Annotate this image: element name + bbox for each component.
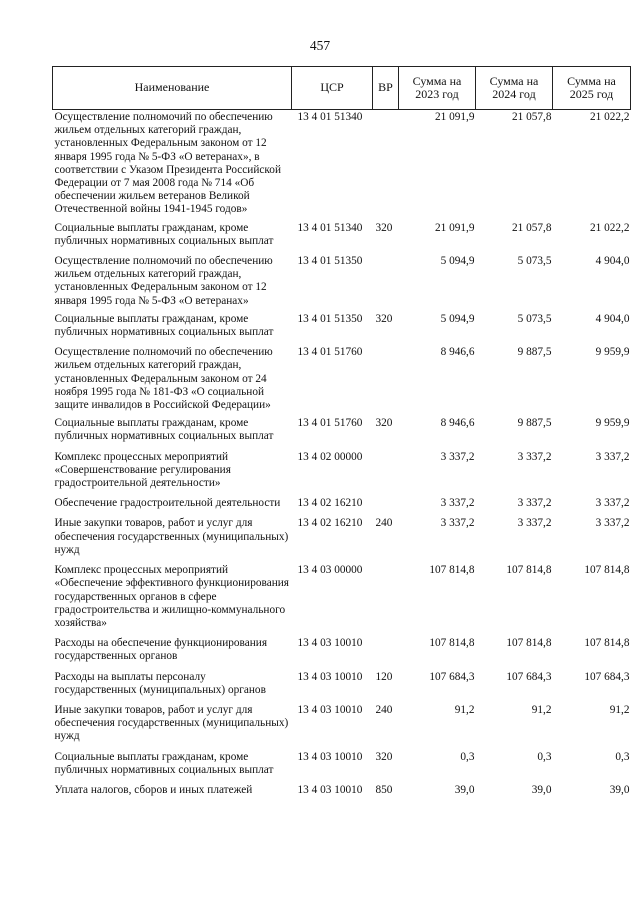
row-vr: 240 xyxy=(375,703,393,716)
row-vr: 320 xyxy=(375,750,393,763)
row-sum-2023: 0,3 xyxy=(460,750,475,763)
row-vr: 850 xyxy=(375,783,393,796)
row-sum-2024: 107 684,3 xyxy=(506,670,552,683)
row-sum-2023: 3 337,2 xyxy=(440,450,475,463)
row-sum-2024: 21 057,8 xyxy=(511,221,552,234)
header-name: Наименование xyxy=(53,67,292,110)
table-row xyxy=(53,221,631,254)
row-csr: 13 4 03 00000 xyxy=(297,564,363,577)
row-csr: 13 4 02 16210 xyxy=(297,517,363,530)
table-row xyxy=(53,496,631,516)
row-csr: 13 4 01 51340 xyxy=(297,111,363,123)
table-row xyxy=(53,783,631,803)
row-sum-2025: 21 022,2 xyxy=(589,221,630,234)
table-row xyxy=(53,703,631,750)
table-row xyxy=(53,670,631,703)
row-sum-2025: 91,2 xyxy=(609,703,630,716)
row-sum-2025: 21 022,2 xyxy=(589,111,630,123)
table-row xyxy=(53,563,631,636)
row-sum-2023: 8 946,6 xyxy=(440,417,475,430)
row-name: Осуществление полномочий по обеспечению жильем отдельных категорий граждан, установленных Федеральным законом от 12 января 1995 года № 5-ФЗ «О ветеранах», в соответствии с Указом Президента Российской Федерации от 7 мая 2008 года № 714 «Об обеспечении жильем ветеранов Великой Отечественной войны 1941-1945 годов» xyxy=(54,111,281,216)
row-sum-2023: 5 094,9 xyxy=(440,312,475,325)
row-sum-2023: 107 814,8 xyxy=(429,564,475,577)
row-sum-2025: 4 904,0 xyxy=(595,255,630,268)
row-csr: 13 4 03 10010 xyxy=(297,637,363,650)
row-sum-2024: 3 337,2 xyxy=(517,517,552,530)
row-name: Комплекс процессных мероприятий «Совершенствование регулирования градостроительной деятельности» xyxy=(54,450,231,490)
table-row xyxy=(53,416,631,449)
row-sum-2024: 5 073,5 xyxy=(517,255,552,268)
row-vr: 240 xyxy=(375,517,393,530)
row-sum-2023: 3 337,2 xyxy=(440,497,475,510)
row-csr: 13 4 03 10010 xyxy=(297,670,363,683)
row-csr: 13 4 03 10010 xyxy=(297,703,363,716)
table-row xyxy=(53,345,631,416)
row-sum-2024: 107 814,8 xyxy=(506,564,552,577)
row-name: Осуществление полномочий по обеспечению жильем отдельных категорий граждан, установленных Федеральным законом от 12 января 1995 года № 5-ФЗ «О ветеранах» xyxy=(54,255,273,307)
row-sum-2023: 21 091,9 xyxy=(434,221,475,234)
budget-table xyxy=(52,66,631,803)
row-csr: 13 4 01 51760 xyxy=(297,346,363,359)
row-vr xyxy=(373,345,399,416)
row-sum-2023: 21 091,9 xyxy=(434,111,475,123)
row-name: Социальные выплаты гражданам, кроме публичных нормативных социальных выплат xyxy=(54,221,274,247)
row-sum-2025: 4 904,0 xyxy=(595,312,630,325)
row-sum-2024: 91,2 xyxy=(531,703,552,716)
row-sum-2025: 107 814,8 xyxy=(584,564,630,577)
row-csr: 13 4 02 00000 xyxy=(297,450,363,463)
row-vr xyxy=(373,563,399,636)
table-row xyxy=(53,110,631,221)
row-name: Социальные выплаты гражданам, кроме публичных нормативных социальных выплат xyxy=(54,312,274,339)
header-sum-2023: Сумма на 2023 год xyxy=(399,67,476,110)
row-vr: 320 xyxy=(375,417,393,430)
table-row xyxy=(53,450,631,497)
table-row xyxy=(53,750,631,783)
row-csr: 13 4 02 16210 xyxy=(297,497,363,510)
row-sum-2024: 5 073,5 xyxy=(517,312,552,325)
table-row xyxy=(53,516,631,563)
row-sum-2023: 8 946,6 xyxy=(440,346,475,359)
row-sum-2024: 39,0 xyxy=(531,783,552,796)
row-sum-2025: 3 337,2 xyxy=(595,497,630,510)
row-vr: 320 xyxy=(375,312,393,325)
row-sum-2025: 3 337,2 xyxy=(595,517,630,530)
row-name: Иные закупки товаров, работ и услуг для обеспечения государственных (муниципальных) нужд xyxy=(54,703,289,743)
row-vr xyxy=(373,450,399,497)
row-vr xyxy=(373,496,399,516)
row-vr xyxy=(373,110,399,221)
table-row xyxy=(53,636,631,669)
header-csr: ЦСР xyxy=(292,67,373,110)
row-name: Социальные выплаты гражданам, кроме публичных нормативных социальных выплат xyxy=(54,750,274,776)
row-sum-2023: 39,0 xyxy=(454,783,475,796)
row-sum-2025: 9 959,9 xyxy=(595,346,630,359)
row-name: Осуществление полномочий по обеспечению жильем отдельных категорий граждан, установленных Федеральным законом от 24 ноября 1995 года № 181-ФЗ «О социальной защите инвалидов в Российской Федерации» xyxy=(54,346,273,412)
row-csr: 13 4 03 10010 xyxy=(297,783,363,796)
row-sum-2023: 3 337,2 xyxy=(440,517,475,530)
page-number: 457 xyxy=(309,38,331,53)
row-name: Расходы на выплаты персоналу государственных (муниципальных) органов xyxy=(54,670,266,696)
row-name: Обеспечение градостроительной деятельности xyxy=(54,497,281,510)
row-sum-2025: 0,3 xyxy=(615,750,630,763)
row-sum-2025: 9 959,9 xyxy=(595,417,630,430)
row-vr xyxy=(373,254,399,312)
row-sum-2024: 3 337,2 xyxy=(517,497,552,510)
table-row xyxy=(53,254,631,312)
table-header xyxy=(53,67,631,110)
row-sum-2025: 3 337,2 xyxy=(595,450,630,463)
row-name: Комплекс процессных мероприятий «Обеспечение эффективного функционирования государственных органов в сфере градостроительства и жилищно-коммунального хозяйства» xyxy=(54,564,289,629)
row-name: Уплата налогов, сборов и иных платежей xyxy=(54,783,253,796)
row-sum-2023: 91,2 xyxy=(454,703,475,716)
row-vr: 320 xyxy=(375,221,393,234)
row-sum-2025: 107 684,3 xyxy=(584,670,630,683)
table-row xyxy=(53,312,631,345)
row-name: Расходы на обеспечение функционирования государственных органов xyxy=(54,637,268,663)
row-sum-2023: 5 094,9 xyxy=(440,255,475,268)
row-name: Иные закупки товаров, работ и услуг для обеспечения государственных (муниципальных) нужд xyxy=(54,517,289,556)
row-vr xyxy=(373,636,399,669)
row-vr: 120 xyxy=(375,670,393,683)
row-sum-2023: 107 684,3 xyxy=(429,670,475,683)
row-csr: 13 4 01 51760 xyxy=(297,417,363,430)
row-sum-2024: 3 337,2 xyxy=(517,450,552,463)
row-csr: 13 4 01 51350 xyxy=(297,312,363,325)
row-sum-2024: 107 814,8 xyxy=(506,637,552,650)
row-sum-2024: 0,3 xyxy=(537,750,552,763)
row-csr: 13 4 03 10010 xyxy=(297,750,363,763)
row-sum-2025: 39,0 xyxy=(609,783,630,796)
row-sum-2024: 21 057,8 xyxy=(511,111,552,123)
row-csr: 13 4 01 51340 xyxy=(297,221,363,234)
row-sum-2024: 9 887,5 xyxy=(517,346,552,359)
table-body xyxy=(53,110,631,804)
header-vr: ВР xyxy=(373,67,399,110)
row-sum-2023: 107 814,8 xyxy=(429,637,475,650)
row-csr: 13 4 01 51350 xyxy=(297,255,363,268)
row-sum-2025: 107 814,8 xyxy=(584,637,630,650)
row-name: Социальные выплаты гражданам, кроме публичных нормативных социальных выплат xyxy=(54,417,274,443)
header-sum-2024: Сумма на 2024 год xyxy=(476,67,553,110)
row-sum-2024: 9 887,5 xyxy=(517,417,552,430)
header-sum-2025: Сумма на 2025 год xyxy=(553,67,631,110)
